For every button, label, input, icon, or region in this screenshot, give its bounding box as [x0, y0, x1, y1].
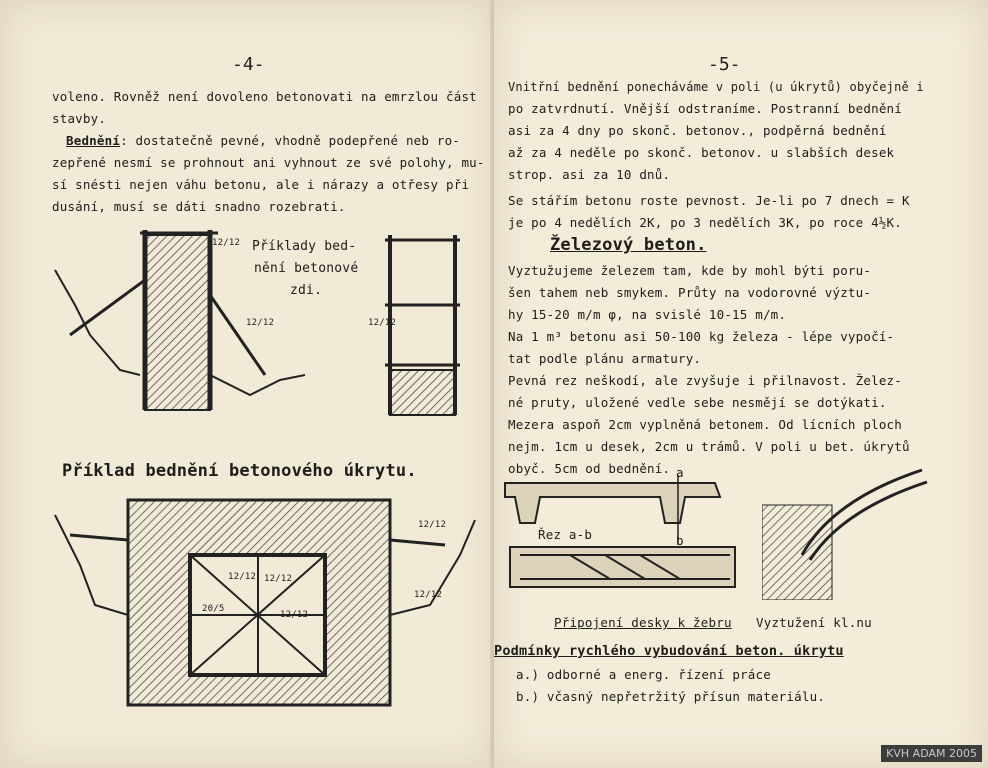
text-line: stavby. — [52, 111, 107, 126]
text-line-rest: : dostatečně pevné, vhodně podepřené neb ro- — [120, 133, 461, 148]
section-label: Řez a-b — [538, 527, 593, 542]
dimension-label: 20/5 — [202, 604, 225, 614]
page-number: -5- — [708, 54, 741, 75]
haunch-reinforcement-sketch — [762, 460, 932, 600]
text-line: Se stářím betonu roste pevnost. Je-li po 7 dnech = K — [508, 193, 910, 208]
dimension-label: 12/12 — [246, 318, 275, 328]
slab-caption: Připojení desky k žebru — [554, 615, 732, 630]
text-line: Vyztužujeme železem tam, kde by mohl býti poru- — [508, 263, 872, 278]
text-line: Mezera aspoň 2cm vyplněná betonem. Od lícních ploch — [508, 417, 903, 432]
condition-item: b.) včasný nepřetržitý přísun materiálu. — [516, 689, 826, 704]
text-line: asi za 4 dny po skonč. betonov., podpěrná bednění — [508, 123, 887, 138]
dimension-label: 12/12 — [414, 590, 443, 600]
text-line: zepřené nesmí se prohnout ani vyhnout ze své polohy, mu- — [52, 155, 485, 170]
dimension-label: 12/12 — [418, 520, 447, 530]
text-line: obyč. 5cm od bednění. — [508, 461, 671, 476]
dimension-label: 12/12 — [212, 238, 241, 248]
text-line: až za 4 neděle po skonč. betonov. u slabších desek — [508, 145, 895, 160]
text-line: Vnitřní bednění ponecháváme v poli (u úkrytů) obyčejně i — [508, 80, 924, 94]
text-line: po zatvrdnutí. Vnější odstraníme. Postranní bednění — [508, 101, 903, 116]
text-line: voleno. Rovněž není dovoleno betonovati na emrzlou část — [52, 89, 477, 104]
conditions-title: Podmínky rychlého vybudování beton. úkrytu — [494, 643, 844, 659]
dimension-label: 12/12 — [368, 318, 397, 328]
page-number: -4- — [232, 54, 265, 75]
dimension-label: 12/12 — [264, 574, 293, 584]
section-label-a: a — [676, 465, 684, 480]
text-line: dusání, musí se dáti snadno rozebrati. — [52, 199, 346, 214]
text-line: strop. asi za 10 dnů. — [508, 167, 671, 182]
dimension-label: 12/12 — [228, 572, 257, 582]
text-line: šen tahem neb smykem. Průty na vodorovné výztu- — [508, 285, 872, 300]
condition-item: a.) odborné a energ. řízení práce — [516, 667, 771, 682]
dimension-label: 12/12 — [280, 610, 309, 620]
text-line: Pevná rez neškodí, ale zvyšuje i přilnavost. Želez- — [508, 373, 903, 388]
text-line: hy 15-20 m/m φ, na svislé 10-15 m/m. — [508, 307, 787, 322]
example-caption: zdi. — [290, 283, 323, 298]
example-caption: Příklady bed- — [252, 239, 357, 254]
text-line: tat podle plánu armatury. — [508, 351, 702, 366]
text-line — [66, 130, 460, 152]
bednen-label: Bednění — [66, 133, 121, 148]
text-line: sí snésti nejen váhu betonu, ale i nárazy a otřesy při — [52, 177, 470, 192]
section-label-b: b — [676, 533, 684, 548]
right-page — [494, 0, 988, 768]
rc-title: Železový beton. — [550, 235, 707, 255]
slab-rib-sketch — [500, 475, 740, 605]
watermark-stamp: KVH ADAM 2005 — [881, 745, 982, 762]
reinforce-caption: Vyztužení kl.nu — [756, 615, 872, 630]
shelter-title: Příklad bednění betonového úkrytu. — [62, 461, 417, 481]
text-line: je po 4 nedělích 2K, po 3 nedělích 3K, po roce 4½K. — [508, 215, 903, 230]
text-line: Na 1 m³ betonu asi 50-100 kg železa - lépe vypočí- — [508, 329, 895, 344]
shelter-formwork-sketch — [50, 495, 480, 725]
example-caption: nění betonové — [254, 261, 359, 276]
text-line: nejm. 1cm u desek, 2cm u trámů. V poli u bet. úkrytů — [508, 439, 910, 454]
text-line: né pruty, uložené vedle sebe nesmějí se dotýkati. — [508, 395, 887, 410]
